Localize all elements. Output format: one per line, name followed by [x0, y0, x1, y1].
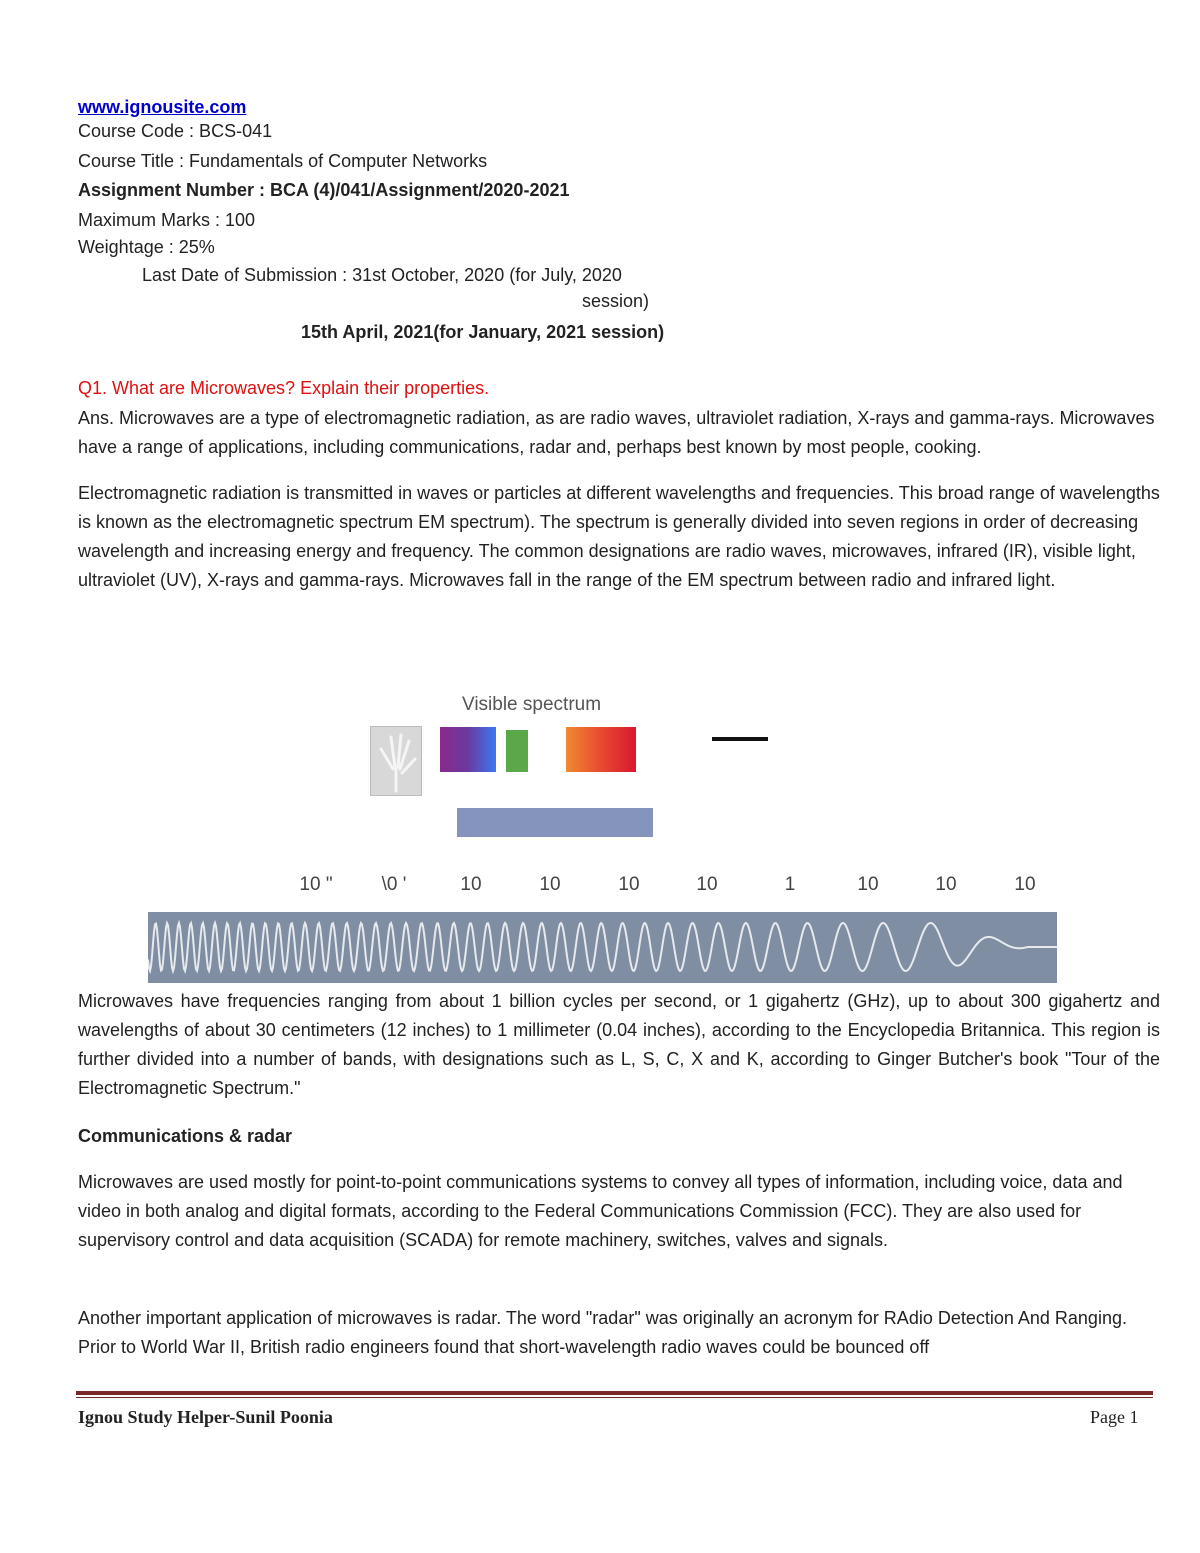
section-paragraph-2: Another important application of microwaves is radar. The word "radar" was originally an acronym for RAdio Detection And Ranging. Prior to World War II, British radio engineers found that short-wavelength radio waves could be bounced off: [78, 1308, 1127, 1357]
wave-graphic: [148, 912, 1057, 983]
maximum-marks: Maximum Marks : 100: [78, 210, 256, 230]
black-dash: [712, 737, 768, 741]
course-title: Course Title : Fundamentals of Computer Networks: [78, 151, 488, 171]
xray-hand-image: [370, 726, 422, 796]
footer-author: Ignou Study Helper-Sunil Poonia: [78, 1407, 333, 1427]
answer-paragraph-1: Ans. Microwaves are a type of electromagnetic radiation, as are radio waves, ultraviolet radiation, X-rays and gamma-rays. Microwaves have a range of applications, including communications, radar and, perhaps best known by most people, cooking.: [78, 408, 1155, 457]
tick-label: 10: [460, 874, 482, 895]
tick-label: 10: [1014, 874, 1036, 895]
footer-page-number: Page 1: [1090, 1407, 1139, 1427]
assignment-number: Assignment Number : BCA (4)/041/Assignment/2020-2021: [78, 180, 570, 200]
last-date-line3: 15th April, 2021(for January, 2021 session): [301, 322, 665, 342]
green-swatch: [506, 730, 528, 772]
answer-paragraph-3: Microwaves have frequencies ranging from about 1 billion cycles per second, or 1 gigahertz (GHz), up to about 300 gigahertz and wavelengths of about 30 centimeters (12 inches) to 1 millimeter (0.04 inches), according to the Encyclopedia Britannica. This region is further divided into a number of bands, with designations such as L, S, C, X and K, according to Ginger Butcher's book "Tour of the Electromagnetic Spectrum.": [78, 991, 1160, 1098]
last-date-line2: session): [582, 291, 650, 311]
tick-label: 1: [784, 874, 796, 895]
footer-rule-thin: [76, 1397, 1153, 1398]
visible-spectrum-label: Visible spectrum: [462, 694, 602, 715]
footer-rule: [76, 1391, 1153, 1395]
violet-blue-swatch: [440, 727, 496, 772]
weightage: Weightage : 25%: [78, 237, 215, 257]
tick-label: 10: [618, 874, 640, 895]
answer-paragraph-2: Electromagnetic radiation is transmitted in waves or particles at different wavelengths and frequencies. This broad range of wavelengths is known as the electromagnetic spectrum EM spectrum). The spectrum is generally divided into seven regions in order of decreasing wavelength and increasing energy and frequency. The common designations are radio waves, microwaves, infrared (IR), visible light, ultraviolet (UV), X-rays and gamma-rays. Microwaves fall in the range of the EM spectrum between radio and infrared light.: [78, 483, 1160, 590]
tick-label: 10: [857, 874, 879, 895]
tick-label: \0 ': [381, 874, 407, 895]
tick-label: 10 ": [299, 874, 333, 895]
blue-bar: [457, 808, 653, 837]
website-link[interactable]: www.ignousite.com: [78, 97, 247, 117]
question-title: Q1. What are Microwaves? Explain their properties.: [78, 378, 490, 398]
section-heading: Communications & radar: [78, 1126, 293, 1146]
course-code: Course Code : BCS-041: [78, 121, 273, 141]
orange-red-swatch: [566, 727, 636, 772]
last-date-line1: Last Date of Submission : 31st October, 2020 (for July, 2020: [142, 265, 622, 285]
wave-band: [148, 912, 1057, 983]
wave-line: [148, 923, 1057, 971]
tick-label: 10: [696, 874, 718, 895]
tick-label: 10: [935, 874, 957, 895]
tick-label: 10: [539, 874, 561, 895]
section-paragraph-1: Microwaves are used mostly for point-to-point communications systems to convey all types of information, including voice, data and video in both analog and digital formats, according to the Federal Communications Commission (FCC). They are also used for supervisory control and data acquisition (SCADA) for remote machinery, switches, valves and signals.: [78, 1172, 1123, 1250]
